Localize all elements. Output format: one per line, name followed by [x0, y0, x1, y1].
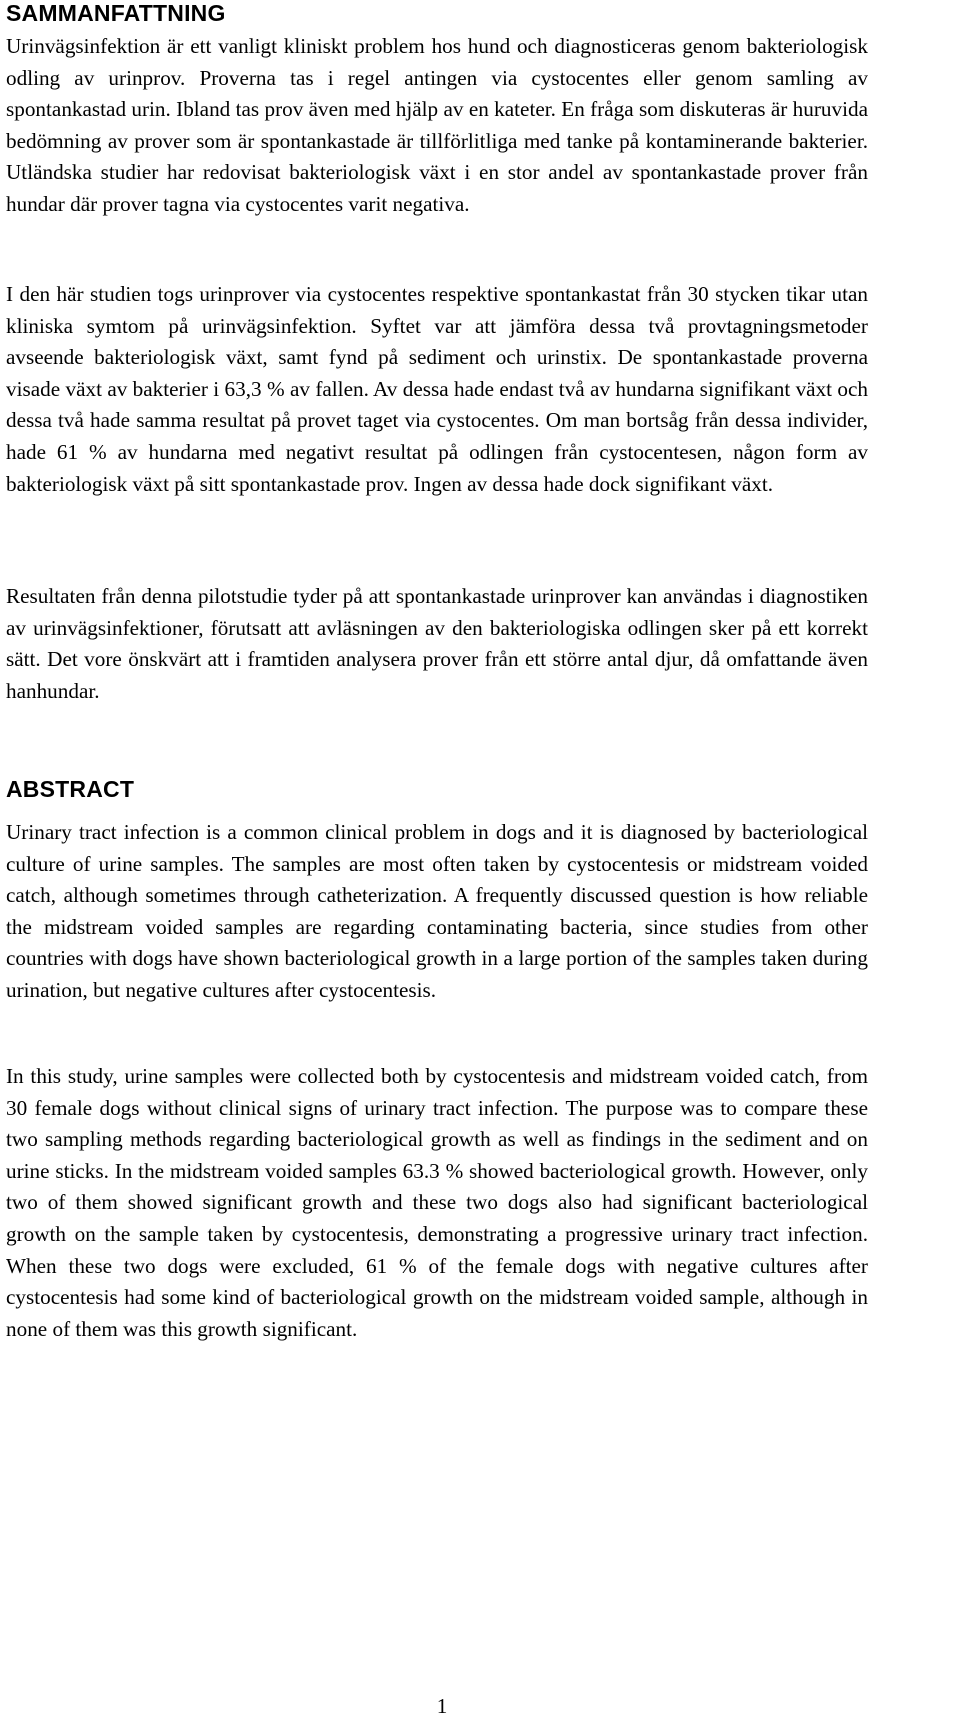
abstract-paragraph-2: In this study, urine samples were collected both by cystocentesis and midstream voided catch, from 30 female dogs without clinical signs of urinary tract infection. The purpose was to compare these two sampling methods regarding bacteriological growth as well as findings in the sediment and on urine sticks. In the midstream voided samples 63.3 % showed bacteriological growth. However, only two of them showed significant growth and these two dogs also had significant bacteriological growth on the sample taken by cystocentesis, demonstrating a progressive urinary tract infection. When these two dogs were excluded, 61 % of the female dogs with negative cultures after cystocentesis had some kind of bacteriological growth on the midstream voided sample, although in none of them was this growth significant.: [6, 1064, 868, 1341]
abstract-paragraph-1: Urinary tract infection is a common clinical problem in dogs and it is diagnosed by bacteriological culture of urine samples. The samples are most often taken by cystocentesis or midstream voided catch, although sometimes through catheterization. A frequently discussed question is how reliable the midstream voided samples are regarding contaminating bacteria, since studies from other countries with dogs have shown bacteriological growth in a large portion of the samples taken during urination, but negative cultures after cystocentesis.: [6, 820, 868, 1002]
sammanfattning-heading: SAMMANFATTNING: [6, 0, 226, 26]
page-number: 1: [436, 1694, 448, 1718]
sammanfattning-paragraph-3: Resultaten från denna pilotstudie tyder på att spontankastade urinprover kan användas i diagnostiken av urinvägsinfektioner, förutsatt att avläsningen av den bakteriologiska odlingen sker på ett korrekt sätt. Det vore önskvärt att i framtiden analysera prover från ett större antal djur, då omfattande även hanhundar.: [6, 584, 868, 703]
sammanfattning-paragraph-1: Urinvägsinfektion är ett vanligt kliniskt problem hos hund och diagnosticeras genom bakteriologisk odling av urinprov. Proverna tas i regel antingen via cystocentes eller genom samling av spontankastad urin. Ibland tas prov även med hjälp av en kateter. En fråga som diskuteras är huruvida bedömning av prover som är spontankastade är tillförlitliga med tanke på kontaminerande bakterier. Utländska studier har redovisat bakteriologisk växt i en stor andel av spontankastade prover från hundar där prover tagna via cystocentes varit negativa.: [6, 34, 868, 216]
abstract-heading: ABSTRACT: [6, 776, 135, 802]
sammanfattning-paragraph-2: I den här studien togs urinprover via cystocentes respektive spontankastat från 30 stycken tikar utan kliniska symtom på urinvägsinfektion. Syftet var att jämföra dessa två provtagningsmetoder avseende bakteriologisk växt, samt fynd på sediment och urinstix. De spontankastade proverna visade växt av bakterier i 63,3 % av fallen. Av dessa hade endast två av hundarna signifikant växt och dessa två hade samma resultat på provet taget via cystocentes. Om man bortsåg från dessa individer, hade 61 % av hundarna med negativt resultat på odlingen från cystocentesen, någon form av bakteriologisk växt på sitt spontankastade prov. Ingen av dessa hade dock signifikant växt.: [6, 282, 868, 496]
